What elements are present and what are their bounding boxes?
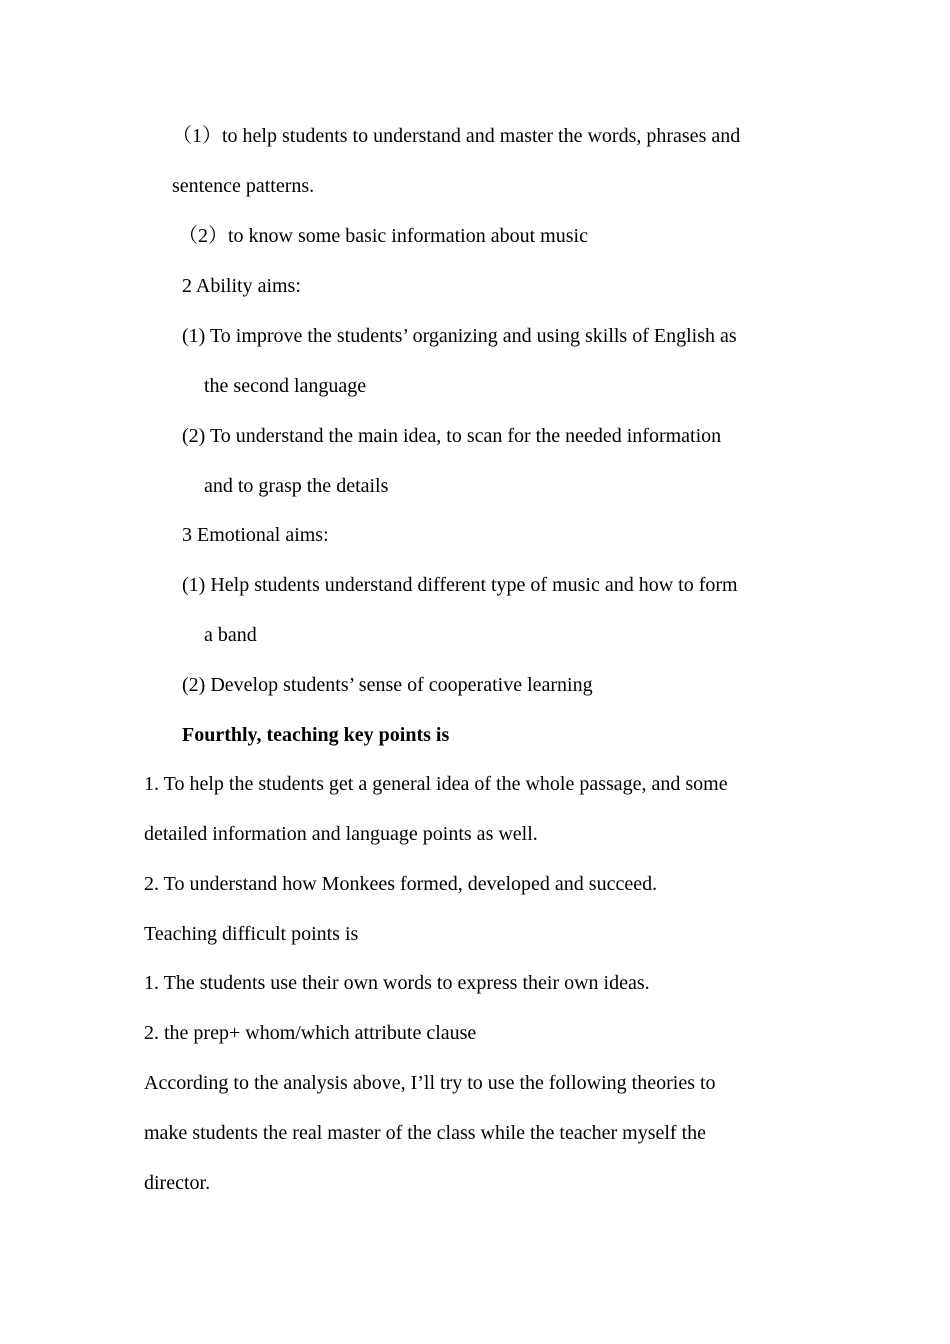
emotional-aim-1-line-2: a band bbox=[204, 624, 257, 646]
difficult-points-heading: Teaching difficult points is bbox=[144, 923, 359, 945]
emotional-aim-2: (2) Develop students’ sense of cooperative learning bbox=[182, 674, 593, 696]
ability-aim-2-line-1: (2) To understand the main idea, to scan for the needed information bbox=[182, 425, 722, 447]
key-points-heading: Fourthly, teaching key points is bbox=[182, 724, 450, 746]
conclusion-line-3: director. bbox=[144, 1172, 211, 1194]
knowledge-aim-1-line-2: sentence patterns. bbox=[172, 175, 315, 197]
knowledge-aim-1-line-1: （1）to help students to understand and master the words, phrases and bbox=[172, 125, 741, 147]
emotional-aim-1-line-1: (1) Help students understand different type of music and how to form bbox=[182, 574, 738, 596]
ability-aim-1-line-2: the second language bbox=[204, 375, 367, 397]
conclusion-line-1: According to the analysis above, I’ll try to use the following theories to bbox=[144, 1072, 716, 1094]
difficult-point-1: 1. The students use their own words to express their own ideas. bbox=[144, 972, 650, 994]
key-point-1-line-2: detailed information and language points as well. bbox=[144, 823, 538, 845]
ability-aims-heading: 2 Ability aims: bbox=[182, 275, 301, 297]
knowledge-aim-2: （2）to know some basic information about music bbox=[178, 225, 588, 247]
difficult-point-2: 2. the prep+ whom/which attribute clause bbox=[144, 1022, 477, 1044]
key-point-2: 2. To understand how Monkees formed, developed and succeed. bbox=[144, 873, 658, 895]
emotional-aims-heading: 3 Emotional aims: bbox=[182, 524, 329, 546]
ability-aim-2-line-2: and to grasp the details bbox=[204, 475, 389, 497]
ability-aim-1-line-1: (1) To improve the students’ organizing and using skills of English as bbox=[182, 325, 737, 347]
key-point-1-line-1: 1. To help the students get a general idea of the whole passage, and some bbox=[144, 773, 728, 795]
conclusion-line-2: make students the real master of the class while the teacher myself the bbox=[144, 1122, 707, 1144]
